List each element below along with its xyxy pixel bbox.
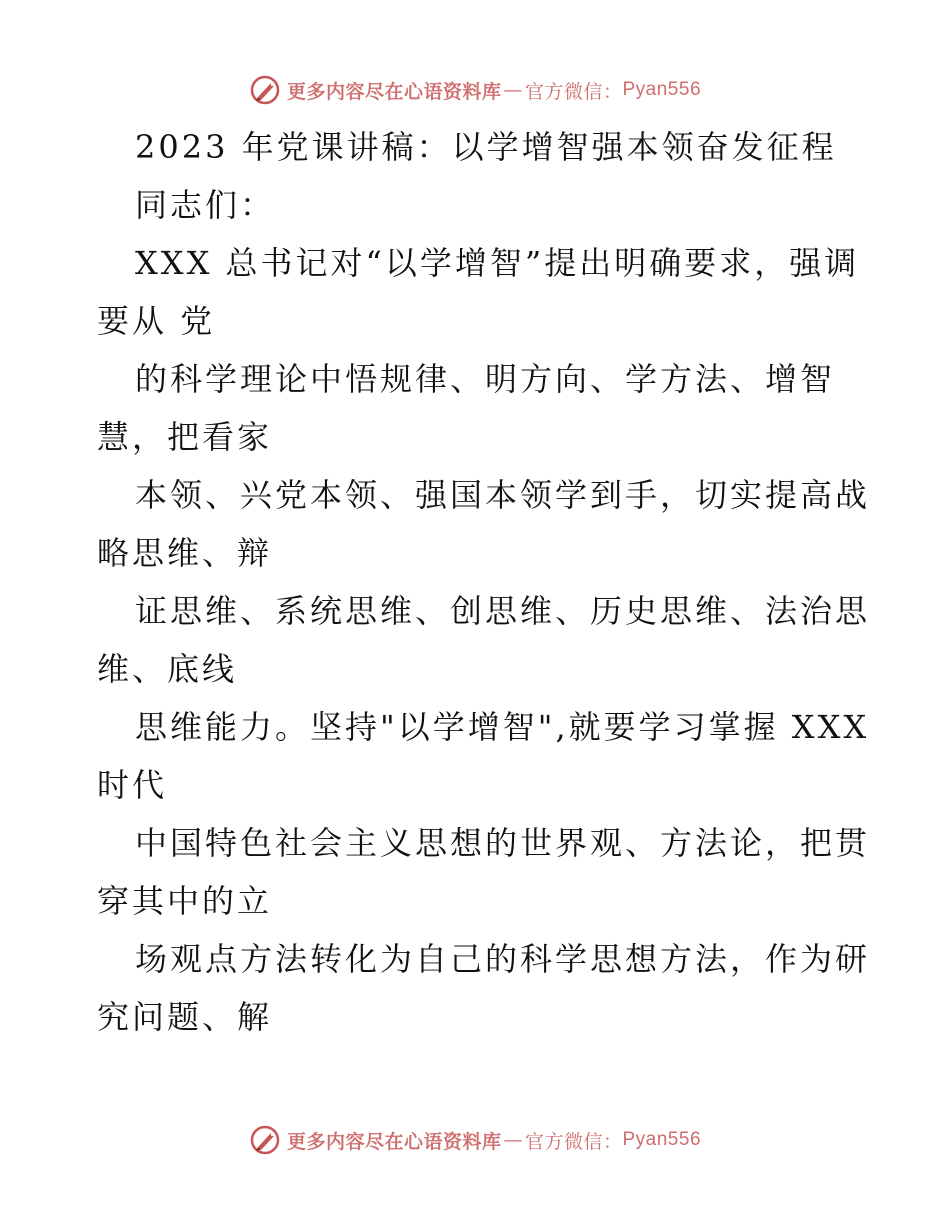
body-line: 场观点方法转化为自己的科学思想方法，作为研 — [135, 940, 871, 978]
body-line: XXX 总书记对“以学增智”提出明确要求，强调 — [135, 244, 860, 282]
body-line: 思维能力。坚持"以学增智",就要学习掌握 XXX — [135, 708, 870, 746]
document-body — [97, 118, 871, 1046]
header-separator: — — [503, 79, 523, 101]
body-line: 维、底线 — [97, 650, 238, 688]
body-line: 证思维、系统思维、创思维、历史思维、法治思 — [135, 592, 871, 630]
header-watermark-banner — [0, 70, 950, 110]
body-line: 的科学理论中悟规律、明方向、学方法、增智 — [135, 360, 836, 398]
body-line: 慧，把看家 — [97, 418, 273, 456]
body-line: 究问题、解 — [97, 998, 273, 1036]
pen-logo-icon — [249, 74, 281, 106]
body-line: 时代 — [97, 766, 168, 804]
document-title: 2023 年党课讲稿：以学增智强本领奋发征程 — [135, 128, 837, 166]
header-wechat-label: 官方微信： — [524, 80, 623, 103]
footer-separator: — — [503, 1129, 523, 1151]
footer-watermark-banner — [0, 1120, 950, 1160]
body-line: 中国特色社会主义思想的世界观、方法论，把贯 — [135, 824, 871, 862]
footer-wechat-label: 官方微信： — [524, 1130, 623, 1153]
header-brand-text: 更多内容尽在心语资料库 — [286, 80, 502, 103]
body-line: 略思维、辩 — [97, 534, 273, 572]
body-line: 穿其中的立 — [97, 882, 273, 920]
body-line: 要从 党 — [97, 302, 216, 340]
body-line: 本领、兴党本领、强国本领学到手，切实提高战 — [135, 476, 871, 514]
pen-logo-icon — [249, 1124, 281, 1156]
salutation: 同志们： — [135, 186, 276, 224]
header-wechat-id: Pyan556 — [622, 79, 702, 100]
footer-wechat-id: Pyan556 — [622, 1129, 702, 1150]
footer-brand-text: 更多内容尽在心语资料库 — [286, 1130, 502, 1153]
